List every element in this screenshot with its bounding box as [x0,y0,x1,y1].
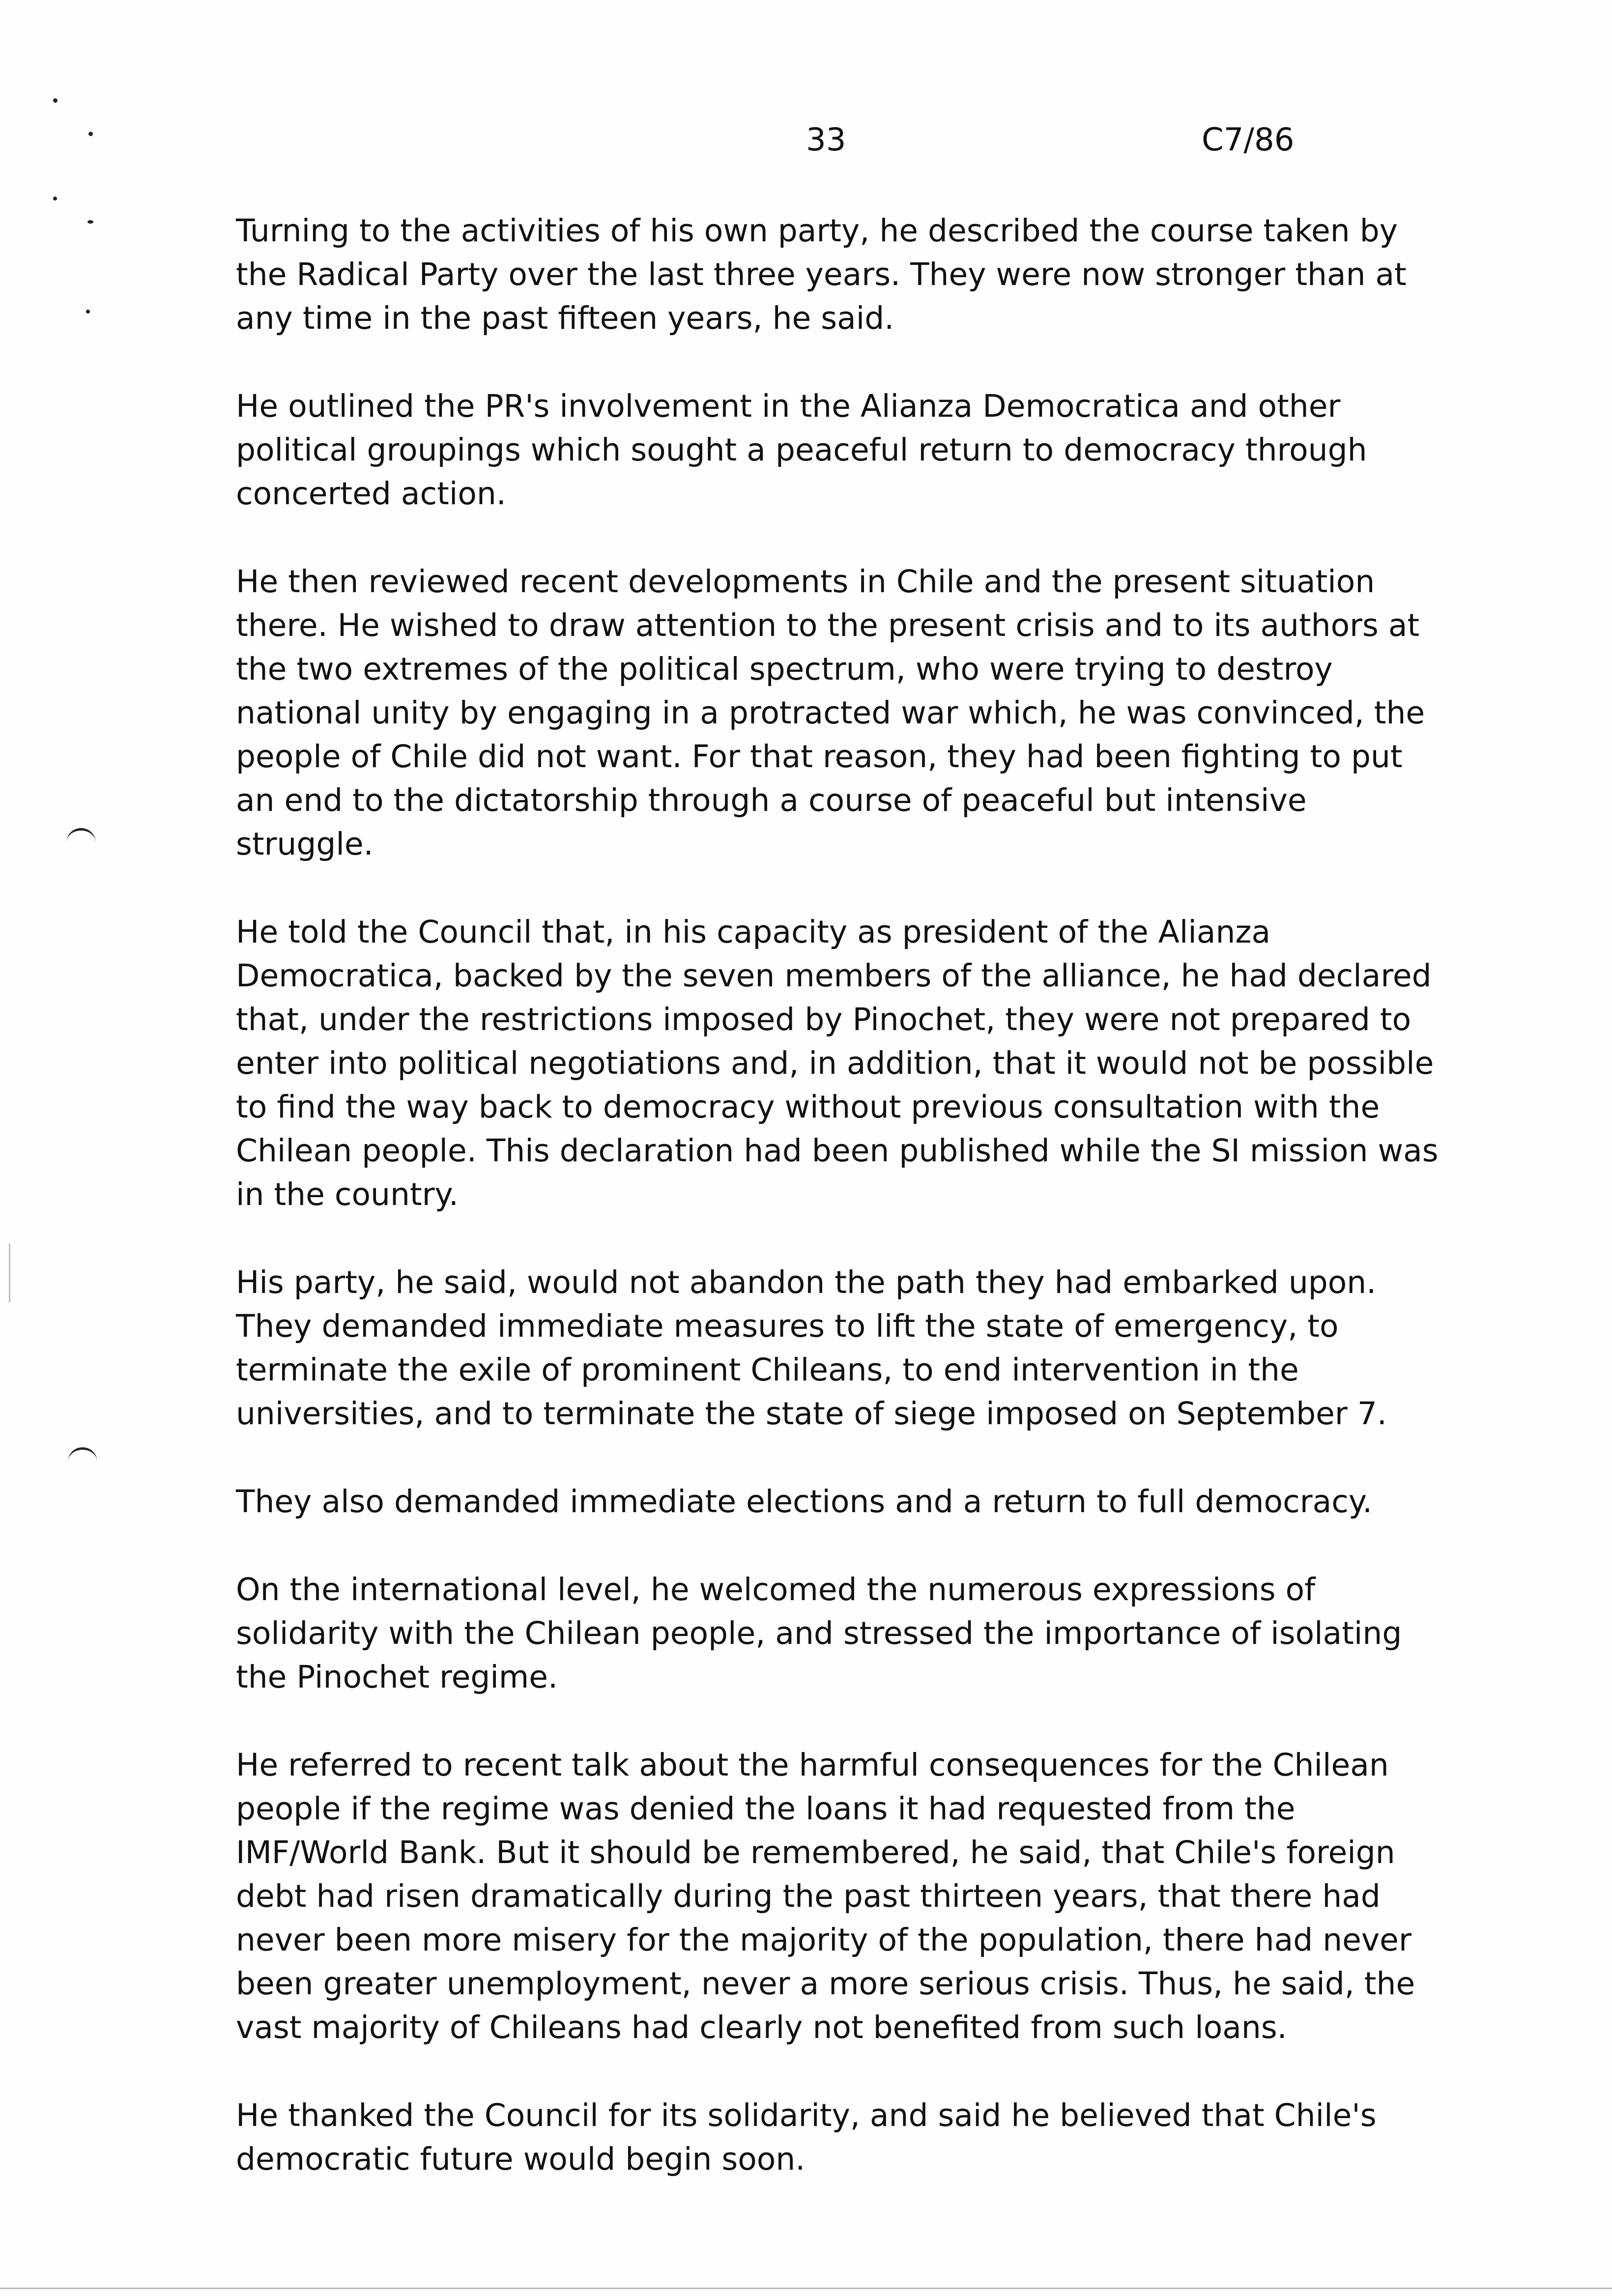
paragraph: He thanked the Council for its solidarity, and said he believed that Chile's democratic future would begin soon. [236,2097,1377,2177]
scan-edge-line [9,1243,10,1302]
hole-punch-arc [66,828,96,845]
paragraph: He referred to recent talk about the harmful consequences for the Chilean people if the regime was denied the loans it had requested from the IMF/World Bank. But it should be remembered, he said, that Chile's foreign debt had risen dramatically during the past thirteen years, that there had never been more misery for the majority of the population, there had never been greater unemployment, never a more serious crisis. Thus, he said, the vast majority of Chileans had clearly not benefited from such loans. [236,1747,1415,2045]
page-number: 33 [806,122,846,158]
hole-punch-arc [68,1447,97,1464]
paragraph: They also demanded immediate elections and a return to full democracy. [236,1484,1373,1520]
page-bottom-edge [0,2288,1612,2289]
page-header [0,118,1612,162]
paragraph: His party, he said, would not abandon the path they had embarked upon. They demanded immediate measures to lift the state of emergency, to terminate the exile of prominent Chileans, to end intervention in the universities, and to terminate the state of siege imposed on September 7. [236,1264,1387,1432]
paragraph: He then reviewed recent developments in Chile and the present situation there. He wished to draw attention to the present crisis and to its authors at the two extremes of the political spectrum, who were trying to destroy national unity by engaging in a protracted war which, he was convinced, the people of Chile did not want. For that reason, they had been fighting to put an end to the dictatorship through a course of peaceful but intensive struggle. [236,564,1425,862]
scan-speck [86,310,90,314]
scan-speck [53,98,58,103]
paragraph: He outlined the PR's involvement in the Alianza Democratica and other political groupings which sought a peaceful return to democracy through concerted action. [236,388,1367,512]
paragraph: Turning to the activities of his own party, he described the course taken by the Radical Party over the last three years. They were now stronger than at any time in the past fifteen years, he said. [236,213,1407,336]
scan-speck [53,197,57,201]
body-text [236,209,1440,2225]
paragraph: On the international level, he welcomed the numerous expressions of solidarity with the Chilean people, and stressed the importance of isolating the Pinochet regime. [236,1572,1402,1695]
document-reference: C7/86 [1202,122,1295,158]
paragraph: He told the Council that, in his capacity as president of the Alianza Democratica, backed by the seven members of the alliance, he had declared that, under the restrictions imposed by Pinochet, they were not prepared to enter into political negotiations and, in addition, that it would not be possible to find the way back to democracy without previous consultation with the Chilean people. This declaration had been published while the SI mission was in the country. [236,914,1439,1212]
scan-speck [87,220,93,224]
